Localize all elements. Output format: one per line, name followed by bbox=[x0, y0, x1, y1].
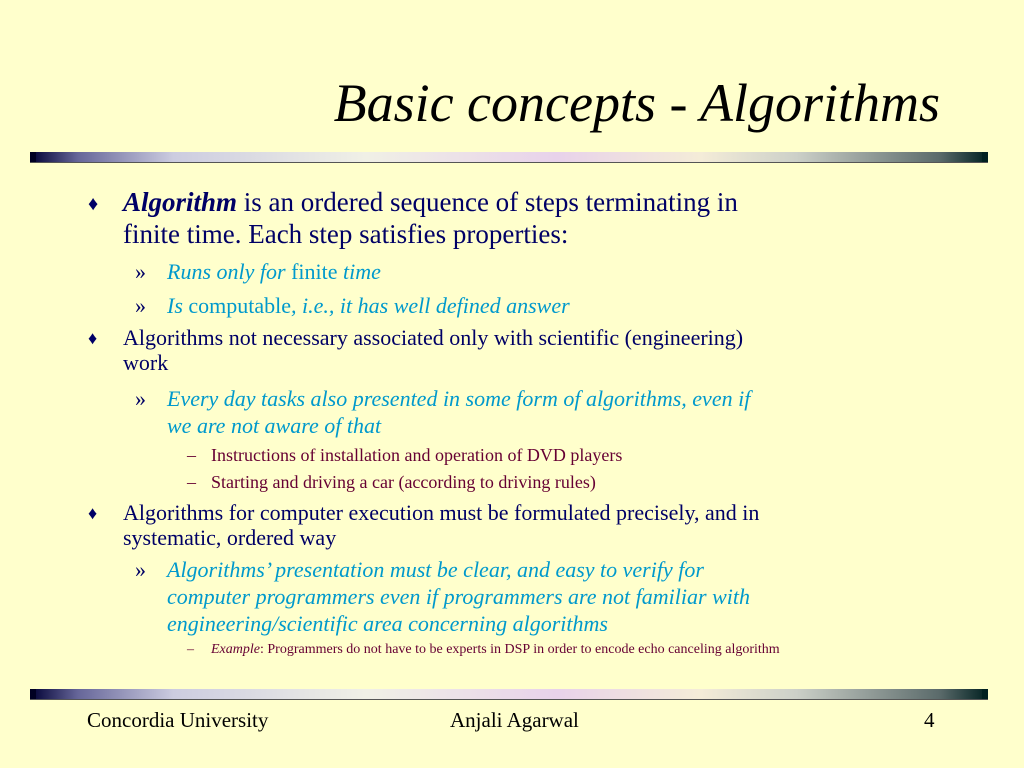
chevron-bullet-icon: » bbox=[135, 557, 146, 582]
chevron-bullet-icon: » bbox=[135, 386, 146, 411]
divider-right-cap bbox=[982, 152, 988, 162]
diamond-bullet-icon: ♦ bbox=[88, 193, 99, 215]
bullet-line: Algorithms for computer execution must be formulated precisely, and in bbox=[123, 500, 760, 525]
sub-bullet-runs-finite-time bbox=[135, 258, 967, 286]
bullet-line: work bbox=[123, 350, 169, 375]
sub-bullet-text: Is bbox=[167, 293, 183, 318]
sub-bullet-text: finite bbox=[285, 259, 343, 284]
example-label: Example bbox=[211, 642, 260, 657]
chevron-bullet-icon: » bbox=[135, 293, 146, 318]
sub-bullet-line: Algorithms’ presentation must be clear, and easy to verify for bbox=[167, 557, 704, 582]
algorithm-term: Algorithm bbox=[123, 187, 238, 217]
bullet-line: systematic, ordered way bbox=[123, 525, 337, 550]
sub-bullet-line: engineering/scientific area concerning algorithms bbox=[167, 611, 608, 636]
sub-bullet-line: Every day tasks also presented in some form of algorithms, even if bbox=[167, 386, 751, 411]
sub-sub-bullet-car bbox=[187, 471, 971, 493]
sub-bullet-text: computable bbox=[182, 293, 292, 318]
footer-university: Concordia University bbox=[87, 708, 269, 732]
chevron-bullet-icon: » bbox=[135, 259, 146, 284]
divider-left-cap bbox=[30, 689, 36, 699]
sub-sub-bullet-text: : Programmers do not have to be experts in DSP in order to encode echo canceling algorithm bbox=[259, 642, 780, 657]
sub-bullet-presentation bbox=[135, 556, 967, 637]
divider-right-cap bbox=[982, 689, 988, 699]
bullet-computer-execution bbox=[88, 500, 963, 550]
divider-left-cap bbox=[30, 152, 36, 162]
bullet-line: Algorithms not necessary associated only with scientific (engineering) bbox=[123, 325, 744, 350]
slide-title: Basic concepts - Algorithms bbox=[333, 73, 940, 133]
dash-bullet-icon: – bbox=[187, 642, 194, 657]
sub-sub-bullet-text: Starting and driving a car (according to driving rules) bbox=[211, 472, 596, 492]
sub-bullet-line: computer programmers even if programmers are not familiar with bbox=[167, 584, 750, 609]
bullet-text: is an ordered sequence of steps terminating in bbox=[237, 187, 738, 217]
dash-bullet-icon: – bbox=[187, 445, 196, 465]
sub-bullet-computable bbox=[135, 292, 967, 320]
sub-bullet-everyday-tasks bbox=[135, 385, 967, 439]
sub-sub-bullet-text: Instructions of installation and operation of DVD players bbox=[211, 445, 623, 465]
diamond-bullet-icon: ♦ bbox=[88, 503, 98, 523]
sub-bullet-text: , i.e., it has well defined answer bbox=[291, 293, 570, 318]
bullet-line bbox=[123, 186, 963, 218]
sub-bullet-text: time bbox=[343, 259, 381, 284]
diamond-bullet-icon: ♦ bbox=[88, 328, 98, 348]
footer-divider-bar bbox=[30, 689, 988, 699]
title-divider-bar bbox=[30, 152, 988, 162]
footer-author: Anjali Agarwal bbox=[450, 708, 579, 732]
dash-bullet-icon: – bbox=[187, 472, 196, 492]
sub-sub-bullet-dvd bbox=[187, 444, 971, 466]
bullet-not-only-scientific bbox=[88, 325, 963, 375]
sub-bullet-line: we are not aware of that bbox=[167, 413, 382, 438]
sub-sub-bullet-example bbox=[187, 641, 991, 659]
bullet-line: finite time. Each step satisfies properties: bbox=[123, 219, 569, 249]
sub-bullet-text: Runs only for bbox=[167, 259, 286, 284]
footer-page-number: 4 bbox=[924, 708, 935, 732]
bullet-algorithm-definition bbox=[88, 186, 963, 250]
